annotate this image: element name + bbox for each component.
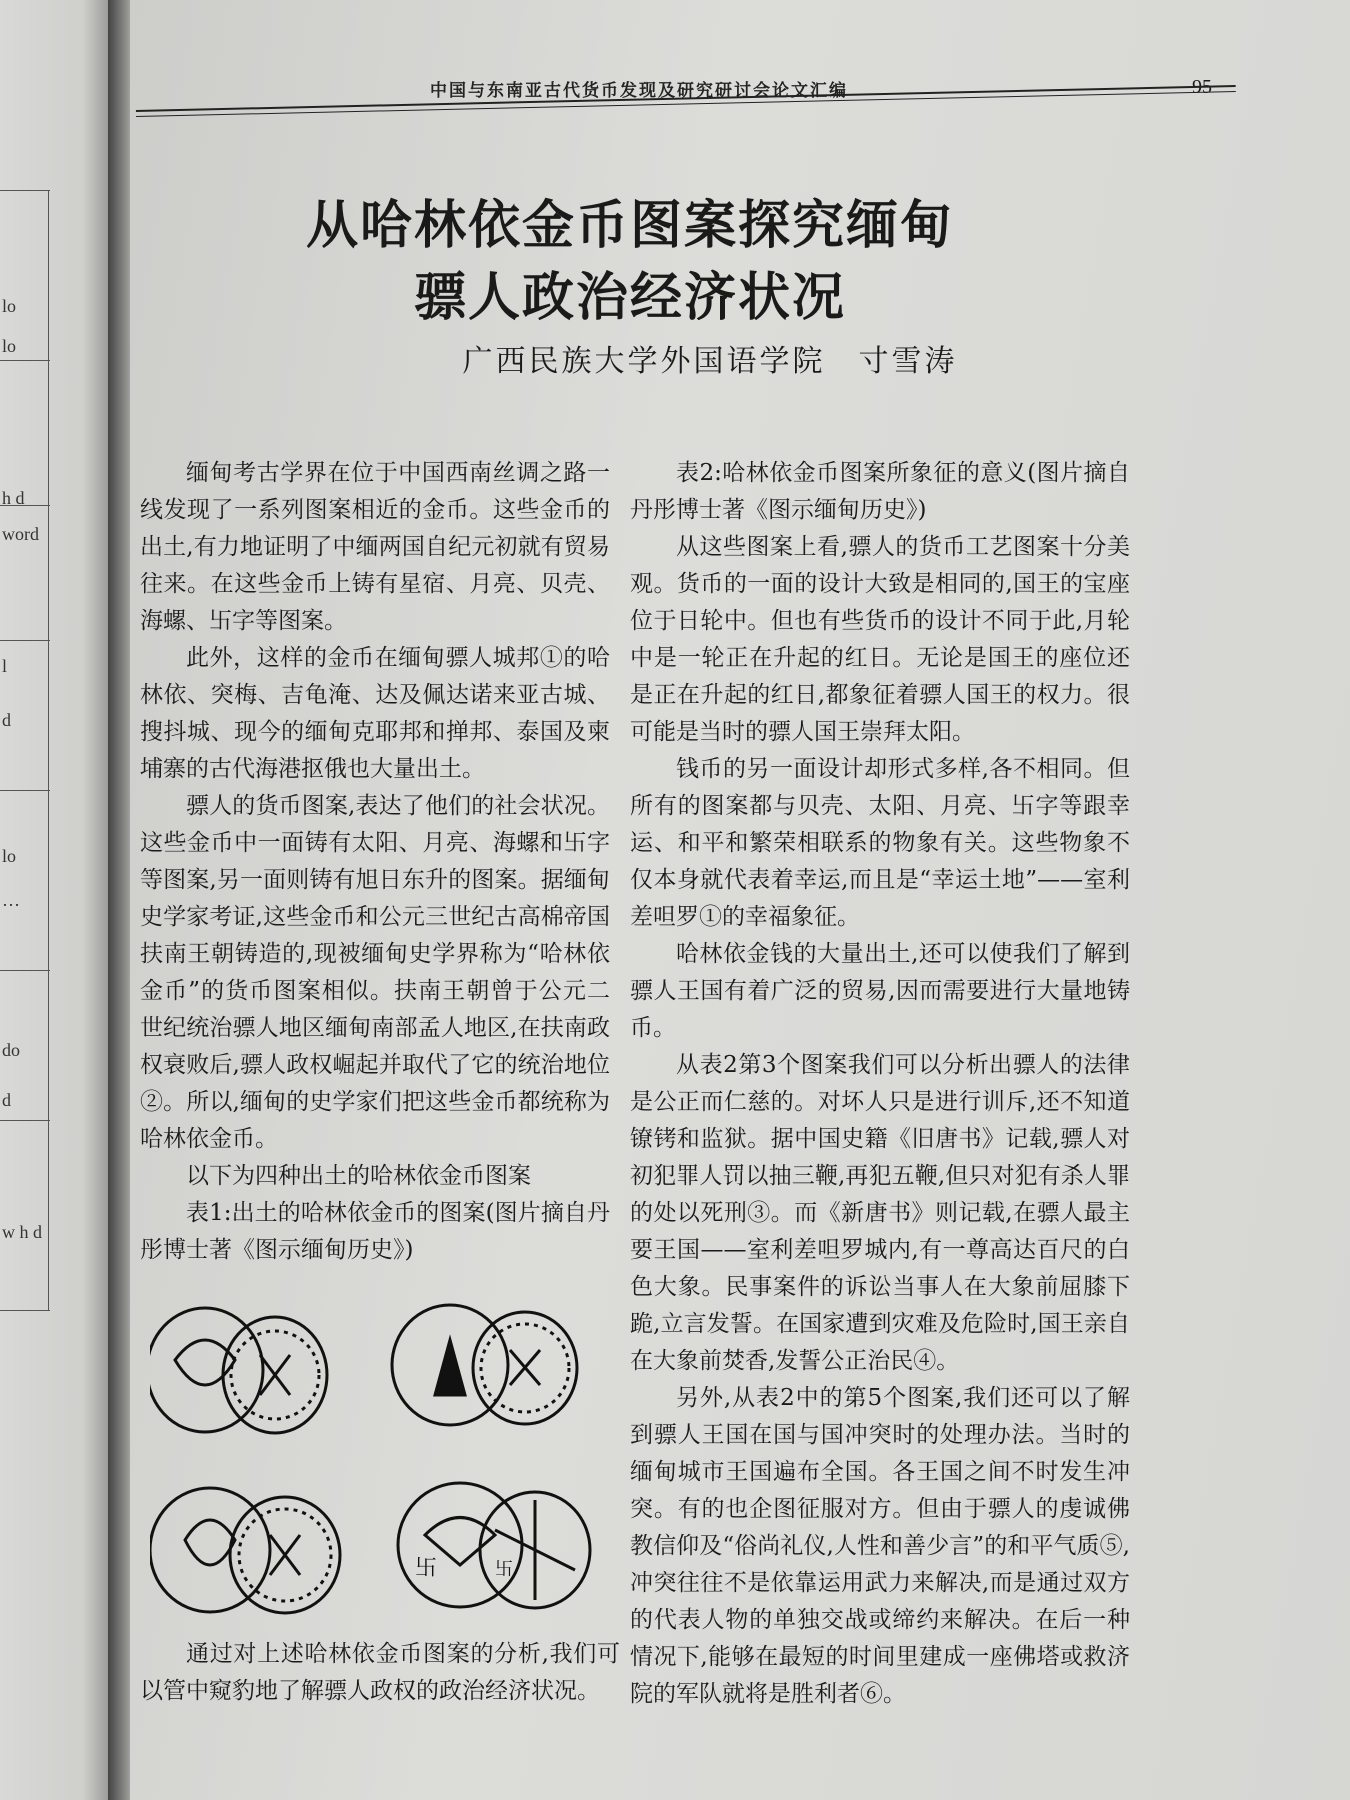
paragraph: 哈林依金钱的大量出土,还可以使我们了解到骠人王国有着广泛的贸易,因而需要进行大量地铸币。 <box>630 941 1130 1041</box>
swastika-glyph: 卐 <box>495 1559 513 1580</box>
coin-pair-2 <box>392 1305 577 1425</box>
article-title <box>240 190 1020 334</box>
swastika-glyph: 卐 <box>415 1556 438 1581</box>
coin-pair-1 <box>150 1308 327 1433</box>
page-number: 95 <box>1192 76 1212 98</box>
page-fragment: do <box>2 1040 20 1060</box>
table-rule <box>0 640 50 641</box>
table-caption: 表2:哈林依金币图案所象征的意义(图片摘自丹彤博士著《图示缅甸历史》) <box>630 460 1130 523</box>
paragraph: 通过对上述哈林依金币图案的分析,我们可以管中窥豹地了解骠人政权的政治经济状况。 <box>140 1641 620 1704</box>
paragraph: 此外，这样的金币在缅甸骠人城邦①的哈林依、突梅、吉龟淹、达及佩达诺来亚古城、搜抖城、现今的缅甸克耶邦和掸邦、泰国及柬埔寨的古代海港抠俄也大量出土。 <box>140 645 610 782</box>
book-page <box>130 0 1350 1800</box>
paragraph: 另外,从表2中的第5个图案,我们还可以了解到骠人王国在国与国冲突时的处理办法。当时的缅甸城市王国遍布全国。各王国之间不时发生冲突。有的也企图征服对方。但由于骠人的虔诚佛教信仰及“俗尚礼仪,人性和善少言”的和平气质⑤,冲突往往不是依靠运用武力来解决,而是通过双方的代表人物的单独交战或缔约来解决。在后一种情况下,能够在最短的时间里建成一座佛塔或救济院的军队就将是胜利者⑥。 <box>630 1385 1130 1707</box>
page-fragment: lo <box>2 846 17 866</box>
table-caption: 表1:出土的哈林依金币的图案(图片摘自丹彤博士著《图示缅甸历史》) <box>140 1200 610 1263</box>
right-column <box>630 455 1130 1713</box>
table-rule <box>0 360 50 361</box>
author-byline: 广西民族大学外国语学院 寸雪涛 <box>462 344 958 379</box>
page-fragment: lo <box>2 296 17 316</box>
coin-illustrations <box>150 1300 620 1640</box>
page-fragment: d <box>2 1090 11 1110</box>
coin-pair-3 <box>150 1488 340 1613</box>
page-fragment: w h d <box>2 1222 42 1242</box>
previous-page-edge <box>0 0 118 1800</box>
paragraph: 从表2第3个图案我们可以分析出骠人的法律是公正而仁慈的。对坏人只是进行训斥,还不知道镣铐和监狱。据中国史籍《旧唐书》记载,骠人对初犯罪人罚以抽三鞭,再犯五鞭,但只对犯有杀人罪的处以死刑③。而《新唐书》则记载,在骠人最主要王国——室利差呾罗城内,有一尊高达百尺的白色大象。民事案件的诉讼当事人在大象前屈膝下跪,立言发誓。在国家遭到灾难及危险时,国王亲自在大象前焚香,发誓公正治民④。 <box>630 1052 1130 1374</box>
paragraph: 骠人的货币图案,表达了他们的社会状况。这些金币中一面铸有太阳、月亮、海螺和卐字等图案,另一面则铸有旭日东升的图案。据缅甸史学家考证,这些金币和公元三世纪古高棉帝国扶南王朝铸造的,现被缅甸史学界称为“哈林依金币”的货币图案相似。扶南王朝曾于公元二世纪统治骠人地区缅甸南部孟人地区,在扶南政权衰败后,骠人政权崛起并取代了它的统治地位②。所以,缅甸的史学家们把这些金币都统称为哈林依金币。 <box>140 793 610 1152</box>
left-column-closing <box>140 1636 620 1710</box>
page-fragment: … <box>2 890 20 910</box>
page-fragment: h d <box>2 488 25 508</box>
coin-figure <box>150 1300 620 1640</box>
paragraph: 从这些图案上看,骠人的货币工艺图案十分美观。货币的一面的设计大致是相同的,国王的宝座位于日轮中。但也有些货币的设计不同于此,月轮中是一轮正在升起的红日。无论是国王的座位还是正在升起的红日,都象征着骠人国王的权力。很可能是当时的骠人国王崇拜太阳。 <box>630 534 1130 745</box>
table-rule <box>0 1310 50 1311</box>
page-fragment: lo <box>2 336 17 356</box>
page-fragment: word <box>2 524 39 544</box>
page-fragment: l <box>2 656 8 676</box>
table-rule <box>0 790 50 791</box>
title-line-2: 骠人政治经济状况 <box>413 268 846 328</box>
table-rule <box>0 970 50 971</box>
paragraph: 缅甸考古学界在位于中国西南丝调之路一线发现了一系列图案相近的金币。这些金币的出土,有力地证明了中缅两国自纪元初就有贸易往来。在这些金币上铸有星宿、月亮、贝壳、海螺、卐字等图案。 <box>140 460 610 634</box>
table-border <box>48 190 49 1310</box>
figure-intro: 以下为四种出土的哈林依金币图案 <box>186 1163 531 1189</box>
table-rule <box>0 1120 50 1121</box>
coin-pair-4 <box>398 1483 590 1608</box>
table-rule <box>0 190 50 191</box>
page-fragment: d <box>2 710 11 730</box>
left-column <box>140 455 610 1269</box>
running-header: 中国与东南亚古代货币发现及研究研讨会论文汇编 <box>430 81 848 101</box>
title-line-1: 从哈林依金币图案探究缅甸 <box>305 196 954 256</box>
paragraph: 钱币的另一面设计却形式多样,各不相同。但所有的图案都与贝壳、太阳、月亮、卐字等跟幸运、和平和繁荣相联系的物象有关。这些物象不仅本身就代表着幸运,而且是“幸运土地”——室利差呾罗①的幸福象征。 <box>630 756 1130 930</box>
